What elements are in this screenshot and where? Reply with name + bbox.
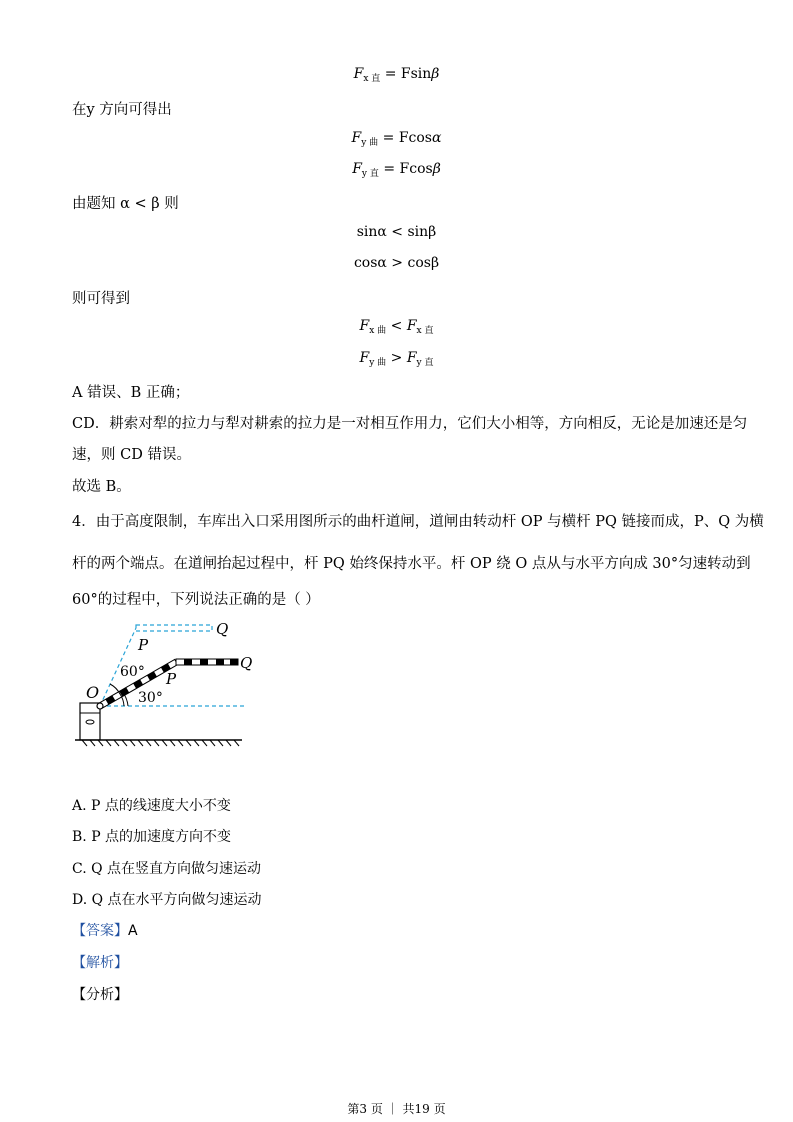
- equation-fx-straight: $F_{x 直} = Fsin\beta$: [353, 66, 440, 84]
- option-c: C. Q 点在竖直方向做匀速运动: [72, 861, 262, 877]
- equation-fx-compare: $F_{x 曲} < F_{x 直}$: [359, 318, 434, 336]
- fenxi-line: 【分析】: [72, 987, 128, 1003]
- answer-line: 【答案】A: [72, 923, 138, 939]
- paragraph-ab-conclusion: A 错误、B 正确；: [72, 385, 190, 401]
- paragraph-cd-line1: CD．耕索对犁的拉力与犁对耕索的拉力是一对相互作用力，它们大小相等，方向相反，无论是加速还是匀: [72, 416, 748, 432]
- question-4-line1: 4．由于高度限制，车库出入口采用图所示的曲杆道闸，道闸由转动杆 OP 与横杆 PQ 链接而成，P、Q 为横: [72, 514, 764, 530]
- paragraph-then: 则可得到: [72, 291, 130, 307]
- ground-hatching: [82, 740, 239, 746]
- paragraph-y-direction: 在y 方向可得出: [72, 102, 172, 118]
- option-a: A. P 点的线速度大小不变: [72, 798, 231, 814]
- question-4-line2: 杆的两个端点。在道闸抬起过程中，杆 PQ 始终保持水平。杆 OP 绕 O 点从与水平方向成 30°匀速转动到: [72, 556, 751, 572]
- equation-fy-curved: $F_{y 曲} = Fcos\alpha$: [351, 130, 442, 148]
- paragraph-known-condition: 由题知 α < β 则: [72, 196, 179, 212]
- label-q-low: Q: [240, 654, 253, 672]
- paragraph-choose-b: 故选 B。: [72, 479, 131, 495]
- option-b: B. P 点的加速度方向不变: [72, 829, 232, 845]
- analysis-label: 解析: [86, 955, 114, 971]
- label-p-top: P: [138, 636, 149, 654]
- label-o: O: [86, 683, 100, 702]
- equation-sin-compare: sinα < sinβ: [356, 224, 437, 240]
- option-d: D. Q 点在水平方向做匀速运动: [72, 892, 262, 908]
- equation-cos-compare: cosα > cosβ: [353, 255, 440, 271]
- gate-post: [80, 703, 100, 740]
- barrier-gate-figure: [70, 614, 260, 754]
- question-4-line3: 60°的过程中，下列说法正确的是（ ）: [72, 592, 320, 608]
- label-q-top: Q: [216, 620, 229, 638]
- equation-fy-compare: $F_{y 曲} > F_{y 直}$: [359, 350, 434, 368]
- bar-pq: [176, 659, 238, 665]
- answer-label: 答案: [86, 923, 114, 939]
- raised-bar-pq-dashed: [136, 625, 212, 631]
- label-p-low: P: [166, 670, 177, 688]
- label-angle-30: 30°: [138, 690, 163, 706]
- equation-fy-straight: $F_{y 直} = Fcos\beta$: [352, 161, 441, 179]
- answer-value: A: [128, 923, 138, 939]
- pivot-o-icon: [97, 703, 103, 709]
- paragraph-cd-line2: 速，则 CD 错误。: [72, 447, 191, 463]
- label-angle-60: 60°: [120, 664, 145, 680]
- page-footer: 第3 页 ｜ 共19 页: [347, 1102, 446, 1116]
- analysis-line: 【解析】: [72, 955, 128, 971]
